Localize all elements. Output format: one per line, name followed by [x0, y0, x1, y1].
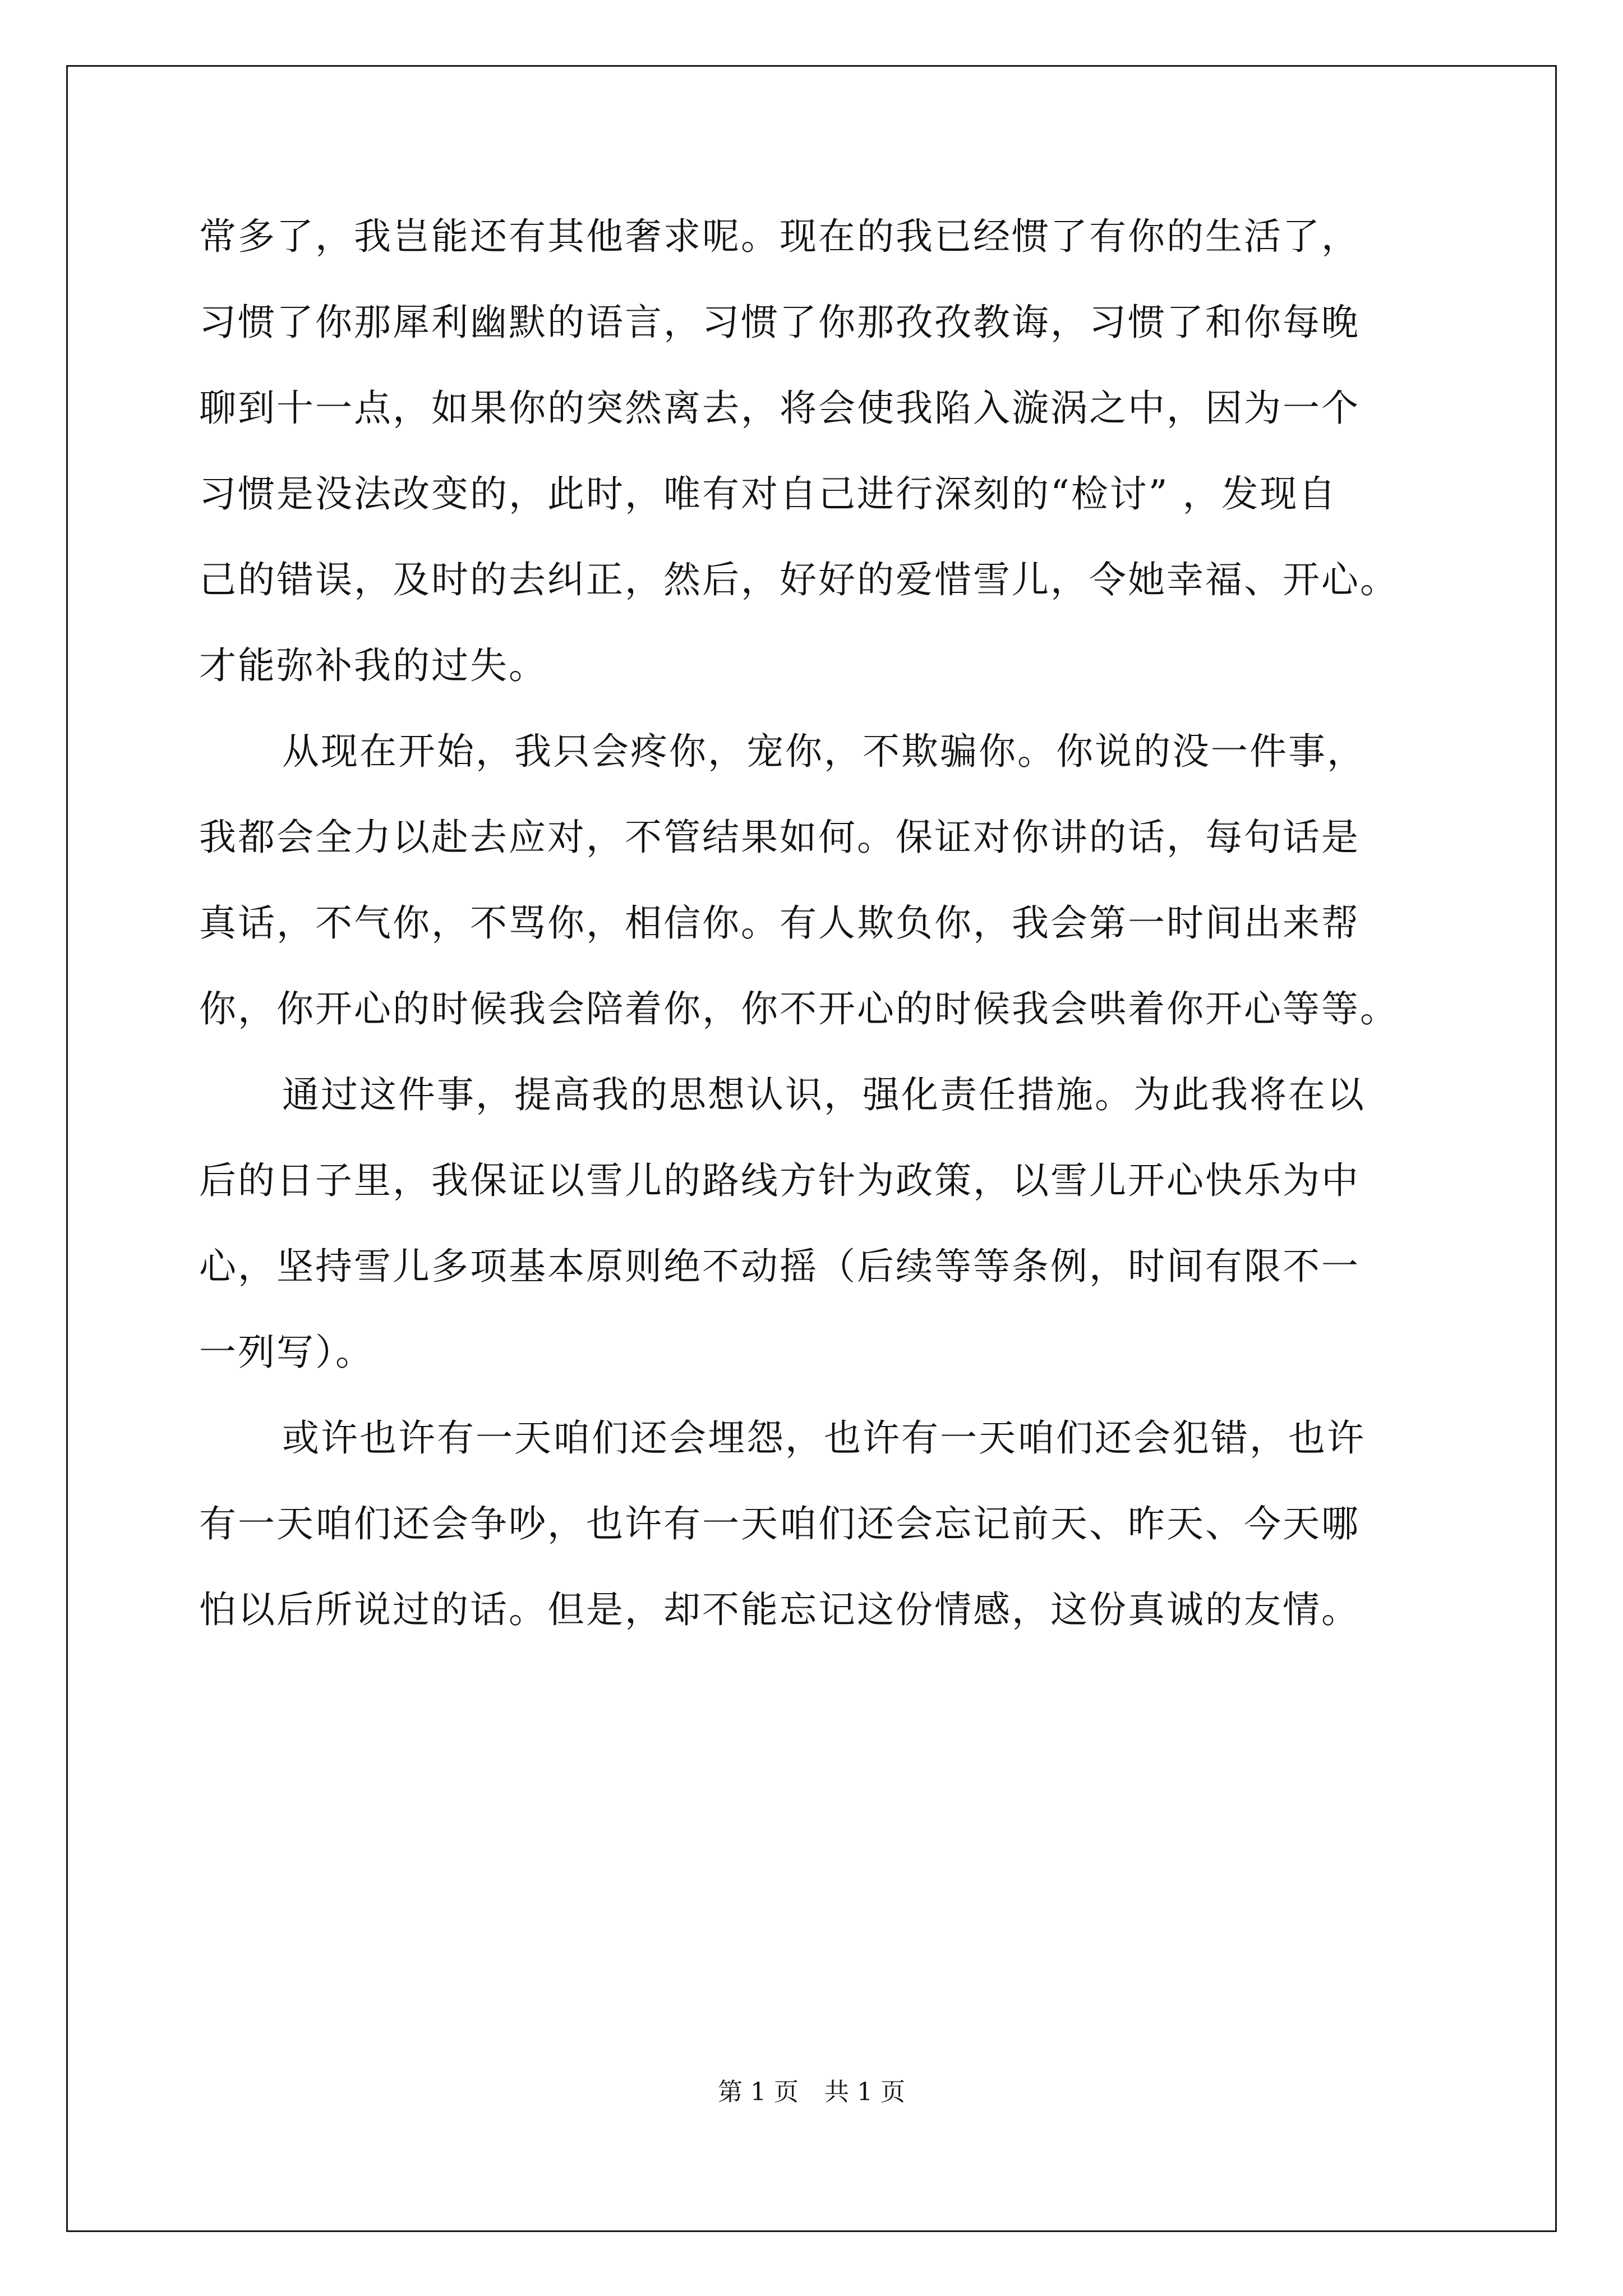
text-line: 我都会全力以赴去应对，不管结果如何。保证对你讲的话，每句话是: [199, 816, 1360, 859]
text-line: 聊到十一点，如果你的突然离去，将会使我陷入漩涡之中，因为一个: [199, 386, 1360, 430]
text-line: 通过这件事，提高我的思想认识，强化责任措施。为此我将在以: [282, 1073, 1366, 1116]
paragraph: [199, 708, 1433, 1052]
text-line: 或许也许有一天咱们还会埋怨，也许有一天咱们还会犯错，也许: [282, 1416, 1366, 1460]
text-line: 己的错误，及时的去纠正，然后，好好的爱惜雪儿，令她幸福、开心。: [199, 558, 1399, 601]
page-number: 第 1 页: [718, 2078, 799, 2106]
text-line: 后的日子里，我保证以雪儿的路线方针为政策，以雪儿开心快乐为中: [199, 1159, 1360, 1202]
text-line: 习惯了你那犀利幽默的语言，习惯了你那孜孜教诲，习惯了和你每晚: [199, 301, 1360, 344]
text-line: 真话，不气你，不骂你，相信你。有人欺负你，我会第一时间出来帮: [199, 901, 1360, 945]
text-line: 才能弥补我的过失。: [199, 644, 547, 687]
paragraph: [199, 1395, 1433, 1653]
text-line: 你，你开心的时候我会陪着你，你不开心的时候我会哄着你开心等等。: [199, 987, 1399, 1030]
text-line: 常多了，我岂能还有其他奢求呢。现在的我已经惯了有你的生活了，: [199, 215, 1360, 258]
text-line: 习惯是没法改变的，此时，唯有对自己进行深刻的“检讨” ，发现自: [199, 472, 1338, 516]
paragraph: [199, 194, 1433, 708]
paragraph: [199, 1052, 1433, 1395]
text-line: 怕以后所说过的话。但是，却不能忘记这份情感，这份真诚的友情。: [199, 1588, 1360, 1631]
text-line: 一列写）。: [199, 1331, 374, 1374]
page-total: 共 1 页: [824, 2078, 905, 2106]
page-footer: [0, 2076, 1623, 2109]
text-line: 心，坚持雪儿多项基本原则绝不动摇（后续等等条例，时间有限不一: [199, 1245, 1360, 1288]
text-line: 从现在开始，我只会疼你，宠你，不欺骗你。你说的没一件事，: [282, 730, 1366, 773]
document-body: [199, 194, 1433, 1653]
text-line: 有一天咱们还会争吵，也许有一天咱们还会忘记前天、昨天、今天哪: [199, 1502, 1360, 1545]
